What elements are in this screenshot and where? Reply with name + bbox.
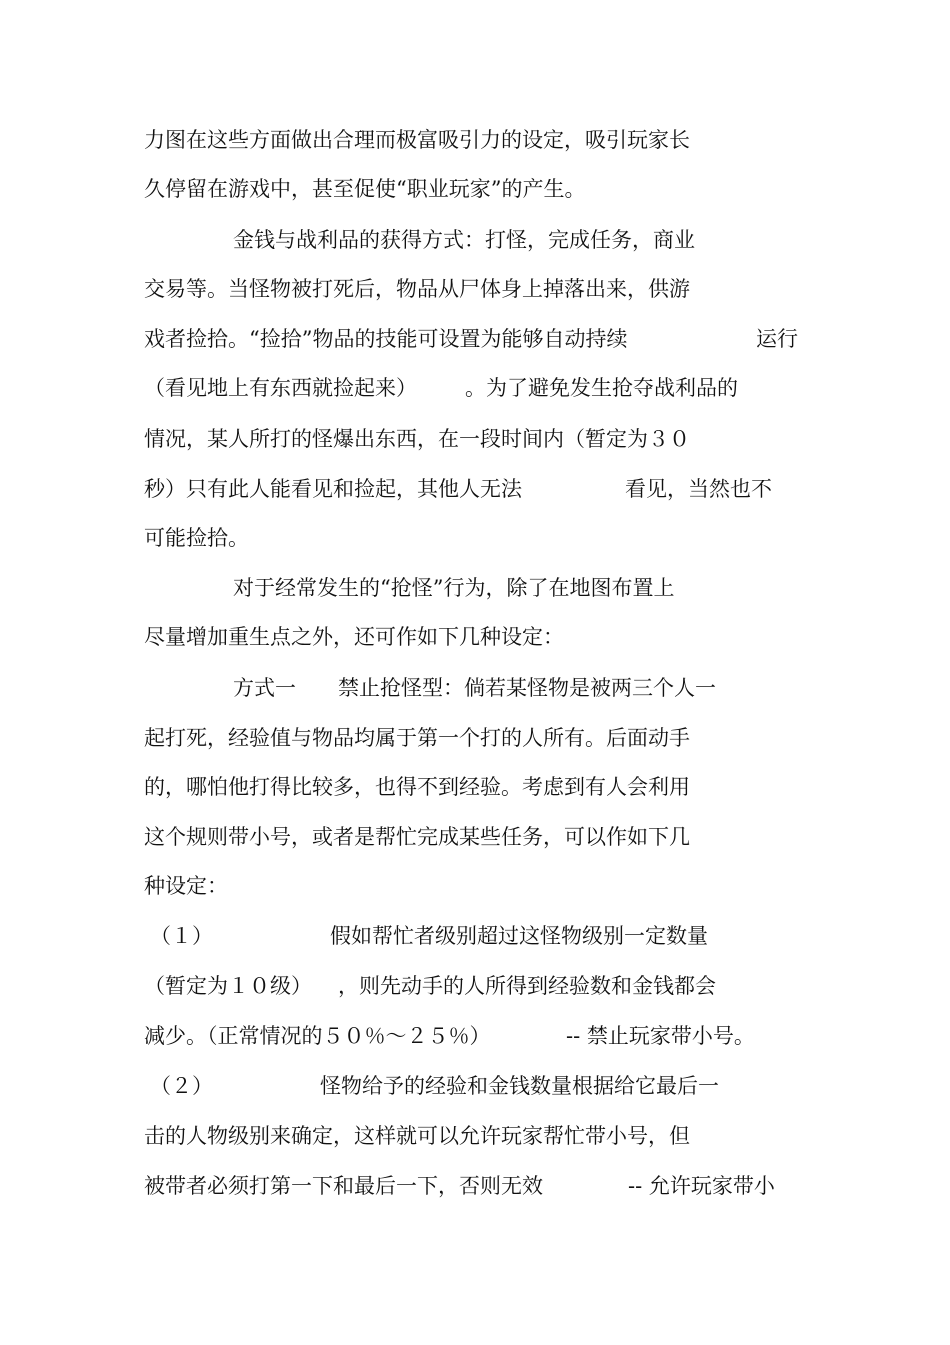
text-line [0,269,950,309]
text-line [0,767,950,807]
text-segment: 禁止抢怪型：倘若某怪物是被两三个人一 [338,676,716,700]
text-line [0,518,950,558]
text-segment: 假如帮忙者级别超过这怪物级别一定数量 [330,924,708,948]
text-segment: 被带者必须打第一下和最后一下，否则无效 [144,1174,543,1198]
text-segment: 金钱与战利品的获得方式：打怪，完成任务，商业 [233,228,695,252]
text-segment: 力图在这些方面做出合理而极富吸引力的设定，吸引玩家长 [144,128,690,152]
text-line [0,1116,950,1156]
paragraph-start-line [0,220,950,260]
text-segment: 减少。（正常情况的５０％～２５％） [144,1024,491,1048]
text-segment: 怪物给予的经验和金钱数量根据给它最后一 [320,1074,719,1098]
text-segment: 可能捡拾。 [144,526,249,550]
list-marker: （１） [150,924,213,948]
text-segment: 情况，某人所打的怪爆出东西，在一段时间内（暂定为３０ [144,427,690,451]
list-item-line [0,916,950,956]
text-segment: 尽量增加重生点之外，还可作如下几种设定： [144,625,564,649]
text-segment: 交易等。当怪物被打死后，物品从尸体身上掉落出来，供游 [144,277,690,301]
text-line [0,1166,950,1206]
text-segment: 久停留在游戏中，甚至促使“职业玩家”的产生。 [144,177,586,201]
text-segment: 这个规则带小号，或者是帮忙完成某些任务，可以作如下几 [144,825,690,849]
text-segment: -- 允许玩家带小 [628,1174,775,1198]
text-segment: （看见地上有东西就捡起来） [144,376,417,400]
text-segment: （暂定为１０级） [144,974,312,998]
text-line [0,169,950,209]
text-segment: 看见，当然也不 [625,477,772,501]
text-segment: 戏者捡拾。“捡拾”物品的技能可设置为能够自动持续 [144,327,628,351]
text-line [0,866,950,906]
text-segment: 运行 [756,327,798,351]
text-line [0,120,950,160]
text-line [0,966,950,1006]
text-segment: 击的人物级别来确定，这样就可以允许玩家帮忙带小号，但 [144,1124,690,1148]
text-segment: ，则先动手的人所得到经验数和金钱都会 [338,974,716,998]
text-line [0,617,950,657]
text-line [0,718,950,758]
text-segment: 对于经常发生的“抢怪”行为，除了在地图布置上 [233,576,675,600]
text-segment: 种设定： [144,874,228,898]
paragraph-start-line [0,668,950,708]
text-segment: 方式一 [233,676,296,700]
text-line [0,817,950,857]
text-line [0,469,950,509]
text-segment: 的，哪怕他打得比较多，也得不到经验。考虑到有人会利用 [144,775,690,799]
list-item-line [0,1066,950,1106]
text-line [0,319,950,359]
list-marker: （２） [150,1074,213,1098]
text-segment: 起打死，经验值与物品均属于第一个打的人所有。后面动手 [144,726,690,750]
text-segment: 。为了避免发生抢夺战利品的 [465,376,738,400]
text-line [0,368,950,408]
text-line [0,419,950,459]
text-line [0,1016,950,1056]
text-segment: 秒）只有此人能看见和捡起，其他人无法 [144,477,522,501]
text-segment: -- 禁止玩家带小号。 [566,1024,755,1048]
paragraph-start-line [0,568,950,608]
